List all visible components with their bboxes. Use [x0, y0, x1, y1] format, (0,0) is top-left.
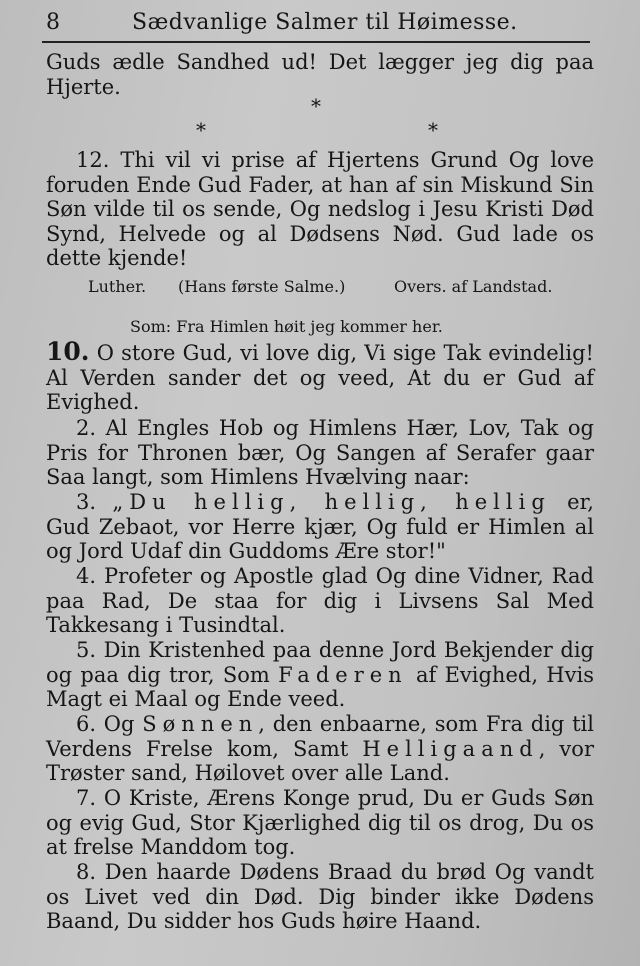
verse-5-text-b: af Evighed, Hvis Magt ei Maal og Ende veed.	[46, 662, 594, 711]
verse-6-spaced-word-1: Sønnen	[142, 712, 259, 736]
separator-star-left: *	[196, 118, 206, 142]
verse-3-spaced-text: „Du hellig, hellig, hellig	[112, 490, 551, 514]
page-number: 8	[46, 10, 60, 35]
hymn-10-verse-7: 7. O Kriste, Ærens Konge prud, Du er Guds Søn og evig Gud, Stor Kjærlighed dig til os drog, Du os at frelse Manddom tog.	[46, 786, 594, 859]
separator-star-top: *	[311, 94, 321, 118]
author-name: Luther.	[88, 277, 147, 296]
header-rule	[42, 41, 590, 43]
hymn-10-verse-4: 4. Profeter og Apostle glad Og dine Vidner, Rad paa Rad, De staa for dig i Livsens Sal Med Takkesang i Tusindtal.	[46, 564, 594, 637]
hymn-10-verse-2: 2. Al Engles Hob og Himlens Hær, Lov, Tak og Pris for Thronen bær, Og Sangen af Serafer gaar Saa langt, som Himlens Hvælving naar:	[46, 416, 594, 489]
hymn-10-verse-3	[46, 490, 594, 564]
author-note: (Hans første Salme.)	[178, 277, 346, 296]
verse-1-text: O store Gud, vi love dig, Vi sige Tak evindelig! Al Verden sander det og veed, At du er Gud af Evighed.	[46, 341, 594, 414]
verse-3-number: 3.	[76, 490, 97, 514]
verse-12: 12. Thi vil vi prise af Hjertens Grund Og love foruden Ende Gud Fader, at han af sin Miskund Sin Søn vilde til os sende, Og nedslog i Jesu Kristi Død Synd, Helvede og al Dødsens Nød. Gud lade os dette kjende!	[46, 148, 594, 270]
translator-credit: Overs. af Landstad.	[394, 277, 553, 296]
hymn-10-verse-1	[46, 337, 594, 415]
verse-6-spaced-word-2: Helligaand	[362, 736, 539, 761]
hymn-10-verse-6	[46, 712, 594, 786]
page-header	[40, 6, 592, 40]
hymn-10-verse-5	[46, 638, 594, 712]
hymn-10-verse-8: 8. Den haarde Dødens Braad du brød Og vandt os Livet ved din Død. Dig binder ikke Dødens Baand, Du sidder hos Guds høire Haand.	[46, 860, 594, 933]
verse-5-spaced-word: Faderen	[278, 662, 408, 687]
verse-5-text-a: 5. Din Kristenhed paa denne Jord Bekjender dig og paa dig tror, Som	[46, 638, 594, 687]
hymn-number: 10.	[46, 337, 90, 366]
verse-6-text-c: , vor Trøster sand, Høilovet over alle Land.	[46, 736, 594, 785]
verse-6-text-a: 6. Og	[76, 712, 143, 736]
melody-note: Som: Fra Himlen høit jeg kommer her.	[130, 317, 443, 336]
verse-6-text-b: , den enbaarne, som Fra dig til Verdens Frelse kom, Samt	[46, 712, 594, 761]
verse-3-text: er, Gud Zebaot, vor Herre kjær, Og fuld er Himlen al og Jord Udaf din Guddoms Ære stor!"	[46, 490, 594, 563]
separator-star-right: *	[428, 118, 438, 142]
running-title: Sædvanlige Salmer til Høimesse.	[132, 10, 518, 35]
previous-hymn-continuation: Guds ædle Sandhed ud! Det lægger jeg dig paa Hjerte.	[46, 50, 594, 99]
